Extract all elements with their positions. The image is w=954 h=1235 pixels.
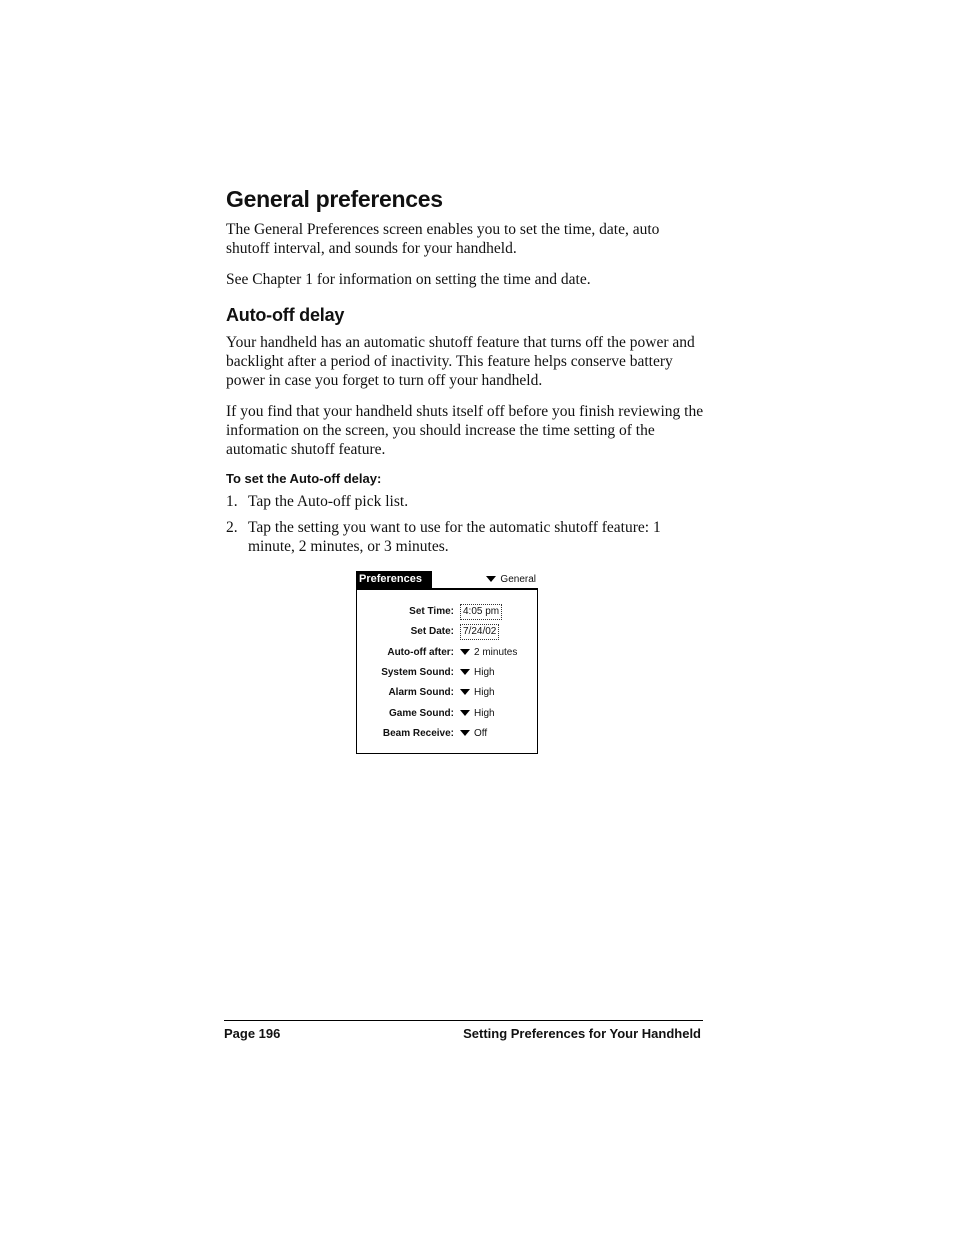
alarm-sound-value: High bbox=[474, 687, 495, 698]
chapter-title: Setting Preferences for Your Handheld bbox=[463, 1026, 701, 1041]
game-sound-picker[interactable] bbox=[460, 706, 495, 722]
dropdown-arrow-icon bbox=[460, 730, 470, 736]
alarm-sound-label: Alarm Sound: bbox=[388, 687, 454, 698]
set-time-row bbox=[356, 604, 538, 620]
game-sound-label: Game Sound: bbox=[388, 708, 454, 719]
procedure-heading: To set the Auto-off delay: bbox=[226, 471, 382, 486]
category-picker[interactable] bbox=[486, 573, 536, 586]
footer-divider bbox=[224, 1020, 703, 1021]
alarm-sound-row bbox=[356, 685, 538, 701]
beam-receive-row bbox=[356, 726, 538, 742]
page-number: Page 196 bbox=[224, 1026, 281, 1041]
dropdown-arrow-icon bbox=[460, 710, 470, 716]
dropdown-arrow-icon bbox=[460, 669, 470, 675]
beam-receive-picker[interactable] bbox=[460, 726, 487, 742]
dropdown-arrow-icon bbox=[460, 689, 470, 695]
see-chapter-paragraph: See Chapter 1 for information on setting the time and date. bbox=[226, 271, 591, 288]
section-heading: Auto-off delay bbox=[226, 305, 345, 325]
preferences-screenshot bbox=[356, 571, 538, 754]
section-paragraph-2: If you find that your handheld shuts itself off before you finish reviewing the information on the screen, you should increase the time setting of the automatic shutoff feature. bbox=[226, 403, 704, 458]
dropdown-arrow-icon bbox=[486, 576, 496, 582]
step-text: Tap the setting you want to use for the automatic shutoff feature: 1 minute, 2 minutes, or 3 minutes. bbox=[248, 519, 661, 555]
list-item bbox=[226, 492, 704, 512]
section-paragraph-1: Your handheld has an automatic shutoff feature that turns off the power and backlight after a period of inactivity. This feature helps conserve battery power in case you forget to turn off your handheld. bbox=[226, 334, 695, 389]
step-number: 2. bbox=[226, 519, 238, 536]
set-time-label: Set Time: bbox=[409, 606, 454, 617]
system-sound-row bbox=[356, 665, 538, 681]
step-text: Tap the Auto-off pick list. bbox=[248, 493, 409, 510]
title-bar bbox=[356, 571, 538, 590]
intro-paragraph: The General Preferences screen enables you to set the time, date, auto shutoff interval, and sounds for your handheld. bbox=[226, 221, 660, 257]
auto-off-picker[interactable] bbox=[460, 645, 517, 661]
set-date-field[interactable]: 7/24/02 bbox=[460, 624, 499, 640]
auto-off-row bbox=[356, 645, 538, 661]
beam-receive-value: Off bbox=[474, 728, 488, 739]
page-title: General preferences bbox=[226, 186, 443, 212]
screen-title: Preferences bbox=[356, 571, 432, 588]
system-sound-label: System Sound: bbox=[381, 667, 454, 678]
beam-receive-label: Beam Receive: bbox=[382, 728, 454, 739]
system-sound-picker[interactable] bbox=[460, 665, 495, 681]
game-sound-row bbox=[356, 706, 538, 722]
dropdown-arrow-icon bbox=[460, 649, 470, 655]
system-sound-value: High bbox=[474, 667, 495, 678]
set-time-field[interactable]: 4:05 pm bbox=[460, 604, 502, 620]
list-item bbox=[226, 518, 704, 558]
game-sound-value: High bbox=[474, 708, 495, 719]
set-date-label: Set Date: bbox=[410, 626, 454, 637]
set-date-row bbox=[356, 624, 538, 640]
alarm-sound-picker[interactable] bbox=[460, 685, 495, 701]
auto-off-value: 2 minutes bbox=[474, 647, 518, 658]
auto-off-label: Auto-off after: bbox=[387, 647, 454, 658]
step-number: 1. bbox=[226, 493, 238, 510]
category-label: General bbox=[500, 574, 536, 585]
